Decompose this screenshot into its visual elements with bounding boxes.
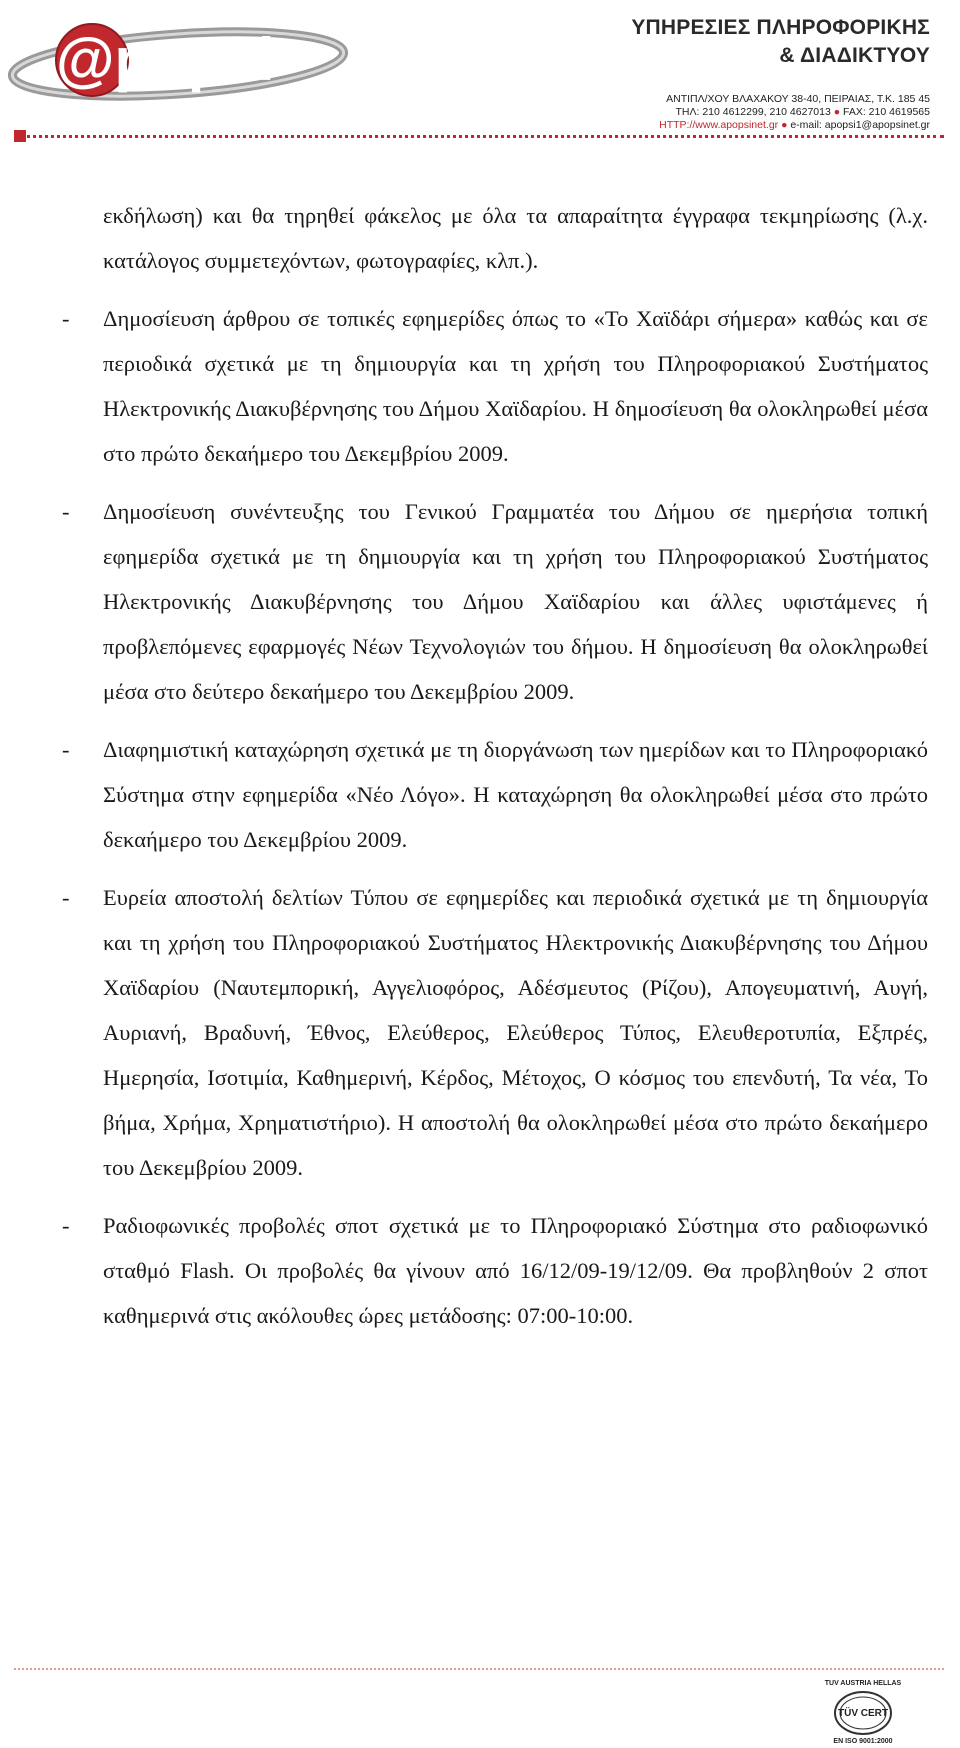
company-name [631,14,930,70]
list-item-text: Δημοσίευση άρθρου σε τοπικές εφημερίδες όπως το «Το Χαϊδάρι σήμερα» καθώς και σε περιοδικά σχετικά με τη δημιουργία και τη χρήση του Πληροφοριακού Συστήματος Ηλεκτρονικής Διακυβέρνησης του Δήμου Χαϊδαρίου. Η δημοσίευση θα ολοκληρωθεί μέσα στο πρώτο δεκαήμερο του Δεκεμβρίου 2009. [103,306,928,466]
company-name-line1: ΥΠΗΡΕΣΙΕΣ ΠΛΗΡΟΦΟΡΙΚΗΣ [631,16,930,39]
list-item-text: Ευρεία αποστολή δελτίων Τύπου σε εφημερίδες και περιοδικά σχετικά με τη δημιουργία και τη χρήση του Πληροφοριακού Συστήματος Ηλεκτρονικής Διακυβέρνησης του Δήμου Χαϊδαρίου (Ναυτεμπορική, Αγγελιοφόρος, Αδέσμευτος (Ρίζου), Απογευματινή, Αυγή, Αυριανή, Βραδυνή, Έθνος, Ελεύθερος, Ελεύθερος Τύπος, Ελευθεροτυπία, Εξπρές, Ημερησία, Ισοτιμία, Καθημερινή, Κέρδος, Μέτοχος, Ο κόσμος του επενδυτή, Τα νέα, Το βήμα, Χρήμα, Χρηματιστήριο). Η αποστολή θα ολοκληρωθεί μέσα στο πρώτο δεκαήμερο του Δεκεμβρίου 2009. [103,885,928,1180]
company-phone-fax [659,106,930,119]
company-fax: FAX: 210 4619565 [843,106,930,118]
list-item [62,875,928,1190]
list-item-text: Διαφημιστική καταχώρηση σχετικά με τη διοργάνωση των ημερίδων και το Πληροφοριακό Σύστημα στην εφημερίδα «Νέο Λόγο». Η καταχώρηση θα ολοκληρωθεί μέσα στο πρώτο δεκαήμερο του Δεκεμβρίου 2009. [103,737,928,852]
list-bullet: - [62,306,70,331]
list-bullet: - [62,885,70,910]
list-item [62,296,928,476]
intro-paragraph: εκδήλωση) και θα τηρηθεί φάκελος με όλα τα απαραίτητα έγγραφα τεκμηρίωσης (λ.χ. κατάλογος συμμετεχόντων, φωτογραφίες, κλπ.). [103,203,928,273]
tuv-cert-icon [833,1690,893,1736]
separator-dot-icon: ● [833,106,843,118]
header-divider [14,135,944,138]
logo-text: @popsi [56,26,275,93]
company-email-link[interactable]: e-mail: apopsi1@apopsinet.gr [790,119,930,131]
cert-issuer: TUV AUSTRIA HELLAS [824,1680,902,1687]
company-name-line2: & ΔΙΑΔΙΚΤΥΟΥ [779,44,930,67]
letterhead [0,0,960,150]
separator-dot-icon: ● [781,119,791,131]
list-item-text: Ραδιοφωνικές προβολές σποτ σχετικά με το Πληροφοριακό Σύστημα στο ραδιοφωνικό σταθμό Flash. Οι προβολές θα γίνουν από 16/12/09-19/12/09. Θα προβληθούν 2 σποτ καθημερινά στις ακόλουθες ώρες μετάδοσης: 07:00-10:00. [103,1213,928,1328]
footer-divider [14,1668,944,1670]
document-body [62,193,928,1351]
list-item-text: Δημοσίευση συνέντευξης του Γενικού Γραμματέα του Δήμου σε ημερήσια τοπική εφημερίδα σχετικά με τη δημιουργία και τη χρήση του Πληροφοριακού Συστήματος Ηλεκτρονικής Διακυβέρνησης του Δήμου Χαϊδαρίου και άλλες υφιστάμενες ή προβλεπόμενες εφαρμογές Νέων Τεχνολογιών του δήμου. Η δημοσίευση θα ολοκληρωθεί μέσα στο δεύτερο δεκαήμερο του Δεκεμβρίου 2009. [103,499,928,704]
list-bullet: - [62,737,70,762]
certification-badge [816,1680,910,1746]
cert-mark-text: TÜV CERT [838,1708,888,1719]
apopsi-logo [6,8,358,118]
list-item [62,489,928,714]
list-bullet: - [62,499,70,524]
list-bullet: - [62,1213,70,1238]
company-website-link[interactable]: HTTP://www.apopsinet.gr [659,119,779,131]
list-item [62,1203,928,1338]
company-phone: ΤΗΛ: 210 4612299, 210 4627013 [675,106,831,118]
list-item [62,727,928,862]
company-address: ΑΝΤΙΠΛ/ΧΟΥ ΒΛΑΧΑΚΟΥ 38-40, ΠΕΙΡΑΙΑΣ, Τ.Κ. 185 45 [666,93,930,105]
company-web-email [659,119,930,132]
company-contact [659,93,930,132]
cert-standard: EN ISO 9001:2000 [833,1738,893,1745]
